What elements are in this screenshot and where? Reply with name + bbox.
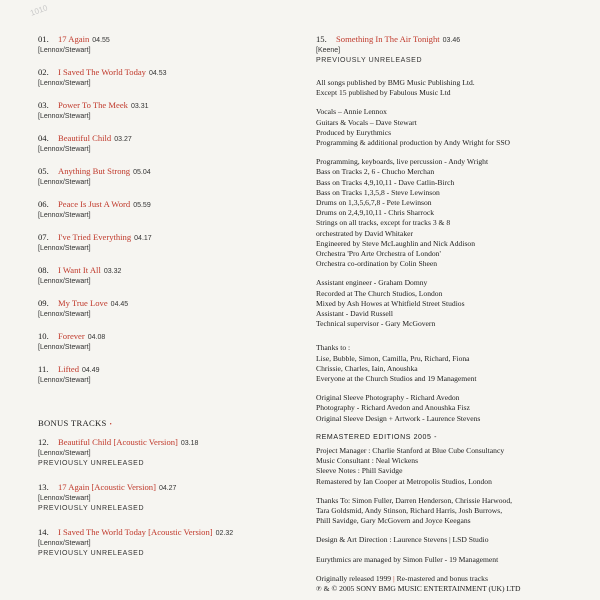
track-number: 12. [38,437,49,447]
thanks-block [316,343,586,384]
track-title: I Saved The World Today [58,67,146,77]
track-line [38,364,288,376]
track-item [38,527,288,572]
track-item [38,482,288,527]
credit-line: Music Consultant : Neal Wickens [316,456,419,466]
publishing-block [316,78,586,98]
track-line [38,298,288,310]
track-line [38,67,288,79]
track-title: Forever [58,331,85,341]
track-title: I've Tried Everything [58,232,132,242]
track-duration: 04.17 [134,235,152,242]
track-duration: 03.27 [114,136,132,143]
track-title: 17 Again [58,34,90,44]
track-credit: [Lennox/Stewart] [38,311,91,318]
management-credit: Eurythmics are managed by Simon Fuller - 19 Management [316,554,499,564]
credit-line: All songs published by BMG Music Publishing Ltd. [316,78,475,87]
credit-line: Original Sleeve Design + Artwork - Laurence Stevens [316,413,481,423]
bonus-heading-label: BONUS TRACKS [38,418,107,428]
credit-line: Bass on Tracks 1,3,5,8 - Steve Lewinson [316,187,440,197]
credit-line: orchestrated by David Whitaker [316,228,414,238]
track-title: 17 Again [Acoustic Version] [58,482,156,492]
track-title: Peace Is Just A Word [58,199,131,209]
credit-line: Tara Goldsmid, Andy Stinson, Richard Harris, Josh Burrows, [316,505,503,515]
credit-line: Strings on all tracks, except for tracks 3 & 8 [316,218,451,228]
track-number: 04. [38,133,49,143]
track-number: 06. [38,199,49,209]
credit-line: Except 15 published by Fabulous Music Ltd [316,88,451,98]
design-credit: Design & Art Direction : Laurence Stevens | LSD Studio [316,535,489,545]
credit-line: Phill Savidge, Gary McGovern and Joyce Keegans [316,516,471,526]
credit-line: Technical supervisor - Gary McGovern [316,319,436,329]
credit-line: Remastered by Ian Cooper at Metropolis Studios, London [316,476,492,486]
track-title: Something In The Air Tonight [336,34,440,44]
track-list [38,34,288,397]
credit-line: Photography - Richard Avedon and Anoushka Fisz [316,403,470,413]
track-number: 08. [38,265,49,275]
credit-line: Guitars & Vocals – Dave Stewart [316,117,417,127]
engineering-block [316,278,586,329]
track-number: 11. [38,364,49,374]
track-credit: [Lennox/Stewart] [38,47,91,54]
track-line [38,482,288,494]
credit-line: Chrissie, Charles, Iain, Anoushka [316,363,418,373]
track-item [38,133,288,166]
track-duration: 04.55 [92,37,110,44]
track-title: I Want It All [58,265,101,275]
track-item [38,364,288,397]
credit-line: Engineered by Steve McLaughlin and Nick Addison [316,238,476,248]
credit-line: Programming & additional production by Andy Wright for SSO [316,138,511,148]
track-duration: 05.59 [133,202,151,209]
credit-line: Sleeve Notes : Phill Savidge [316,466,403,476]
performers-block [316,107,586,148]
track-number: 02. [38,67,49,77]
track-line [38,527,288,539]
track-duration: 03.46 [442,37,461,44]
track-number: 07. [38,232,49,242]
credit-line: Lise, Bubble, Simon, Camilla, Pru, Richard, Fiona [316,353,470,363]
track-line [38,199,288,211]
track-line [38,232,288,244]
track-item [38,34,288,67]
tracklist [38,34,288,572]
track-number: 10. [38,331,49,341]
track-duration: 05.04 [133,169,151,176]
track-item [38,67,288,100]
credit-line: Produced by Eurythmics [316,127,392,137]
credit-line: Assistant - David Russell [316,309,393,319]
track-credit: [Lennox/Stewart] [38,146,91,153]
credit-line: Everyone at the Church Studios and 19 Management [316,374,477,384]
track-item [38,100,288,133]
track-title: Beautiful Child [Acoustic Version] [58,437,178,447]
credit-line: Assistant engineer - Graham Domny [316,278,428,288]
track-item [38,232,288,265]
track-number: 09. [38,298,49,308]
track-number: 03. [38,100,49,110]
track-credit: [Keene] [316,47,341,54]
copyright-line: ℗ & © 2005 SONY BMG MUSIC ENTERTAINMENT (UK) LTD [316,583,521,593]
credit-line: Drums on 2,4,9,10,11 - Chris Sharrock [316,208,435,218]
credit-line: Mixed by Ash Howes at Whitfield Street Studios [316,298,465,308]
unreleased-note: PREVIOUSLY UNRELEASED [38,550,145,557]
release-line [316,574,586,584]
credit-line: Vocals – Annie Lennox [316,107,387,117]
track-credit: [Lennox/Stewart] [38,344,91,351]
credit-line: Drums on 1,3,5,6,7,8 - Pete Lewinson [316,198,432,208]
credits-column [316,34,586,594]
track-item [38,199,288,232]
bonus-track-list [38,437,288,572]
credit-line: Thanks To: Simon Fuller, Darren Henderson, Chrissie Harwood, [316,495,513,505]
track-credit: [Lennox/Stewart] [38,80,91,87]
track-duration: 03.32 [103,268,122,275]
unreleased-note: PREVIOUSLY UNRELEASED [316,57,423,64]
bonus-tracks-heading [38,418,288,428]
track-number: 13. [38,482,49,492]
credit-line: Recorded at The Church Studios, London [316,288,443,298]
track-title: I Saved The World Today [Acoustic Version] [58,527,213,537]
track-line [38,437,288,449]
credit-line: Thanks to : [316,343,351,353]
track-number: 14. [38,527,49,537]
track-line [38,166,288,178]
track-line [316,34,586,46]
credit-line: Project Manager : Charlie Stanford at Blue Cube Consultancy [316,445,505,455]
track-duration: 04.08 [87,334,106,341]
track-line [38,133,288,145]
credit-line: Bass on Tracks 2, 6 - Chucho Merchan [316,167,435,177]
track-credit: [Lennox/Stewart] [38,179,91,186]
track-line [38,100,288,112]
remastered-heading: REMASTERED EDITIONS 2005 - [316,433,438,441]
track-duration: 02.32 [215,530,234,537]
credit-line: Bass on Tracks 4,9,10,11 - Dave Catlin-Birch [316,177,455,187]
track-title: Beautiful Child [58,133,112,143]
release-original: Originally released 1999 [316,573,392,583]
credit-line: Orchestra 'Pro Arte Orchestra of London' [316,249,441,259]
credit-line: Original Sleeve Photography - Richard Avedon [316,393,460,403]
track-number: 15. [316,34,327,44]
track-duration: 03.18 [180,440,199,447]
bonus-mark: • [109,422,113,428]
track-title: Lifted [58,364,79,374]
track-number: 05. [38,166,49,176]
track-credit: [Lennox/Stewart] [38,540,91,547]
sleeve-block [316,393,586,424]
track-credit: [Lennox/Stewart] [38,113,91,120]
track-duration: 03.31 [130,103,149,110]
track-duration: 04.53 [148,70,167,77]
track-duration: 04.27 [158,485,177,492]
track-credit: [Lennox/Stewart] [38,450,91,457]
unreleased-note: PREVIOUSLY UNRELEASED [38,460,145,467]
release-remastered: Re-mastered and bonus tracks [396,573,488,583]
track-line [38,331,288,343]
track-credit: [Lennox/Stewart] [38,278,91,285]
unreleased-note: PREVIOUSLY UNRELEASED [38,505,145,512]
track-title: My True Love [58,298,108,308]
track-item [38,265,288,298]
release-divider: | [393,573,395,583]
track-duration: 04.45 [110,301,129,308]
credit-line: Orchestra co-ordination by Colin Sheen [316,259,438,269]
credit-line: Programming, keyboards, live percussion - Andy Wright [316,157,489,167]
thanks-2005-block [316,496,586,527]
track-number: 01. [38,34,49,44]
track-title: Power To The Meek [58,100,128,110]
track-credit: [Lennox/Stewart] [38,495,91,502]
track-credit: [Lennox/Stewart] [38,212,91,219]
track-credit: [Lennox/Stewart] [38,377,91,384]
musicians-block [316,157,586,269]
track-line [38,34,288,46]
track-15 [316,34,586,66]
track-item [38,166,288,199]
track-credit: [Lennox/Stewart] [38,245,91,252]
remastered-block [316,446,586,487]
track-item [38,298,288,331]
track-title: Anything But Strong [58,166,131,176]
corner-mark: 1010 [28,3,49,18]
track-item [38,331,288,364]
track-line [38,265,288,277]
track-item [38,437,288,482]
track-duration: 04.49 [82,367,100,374]
